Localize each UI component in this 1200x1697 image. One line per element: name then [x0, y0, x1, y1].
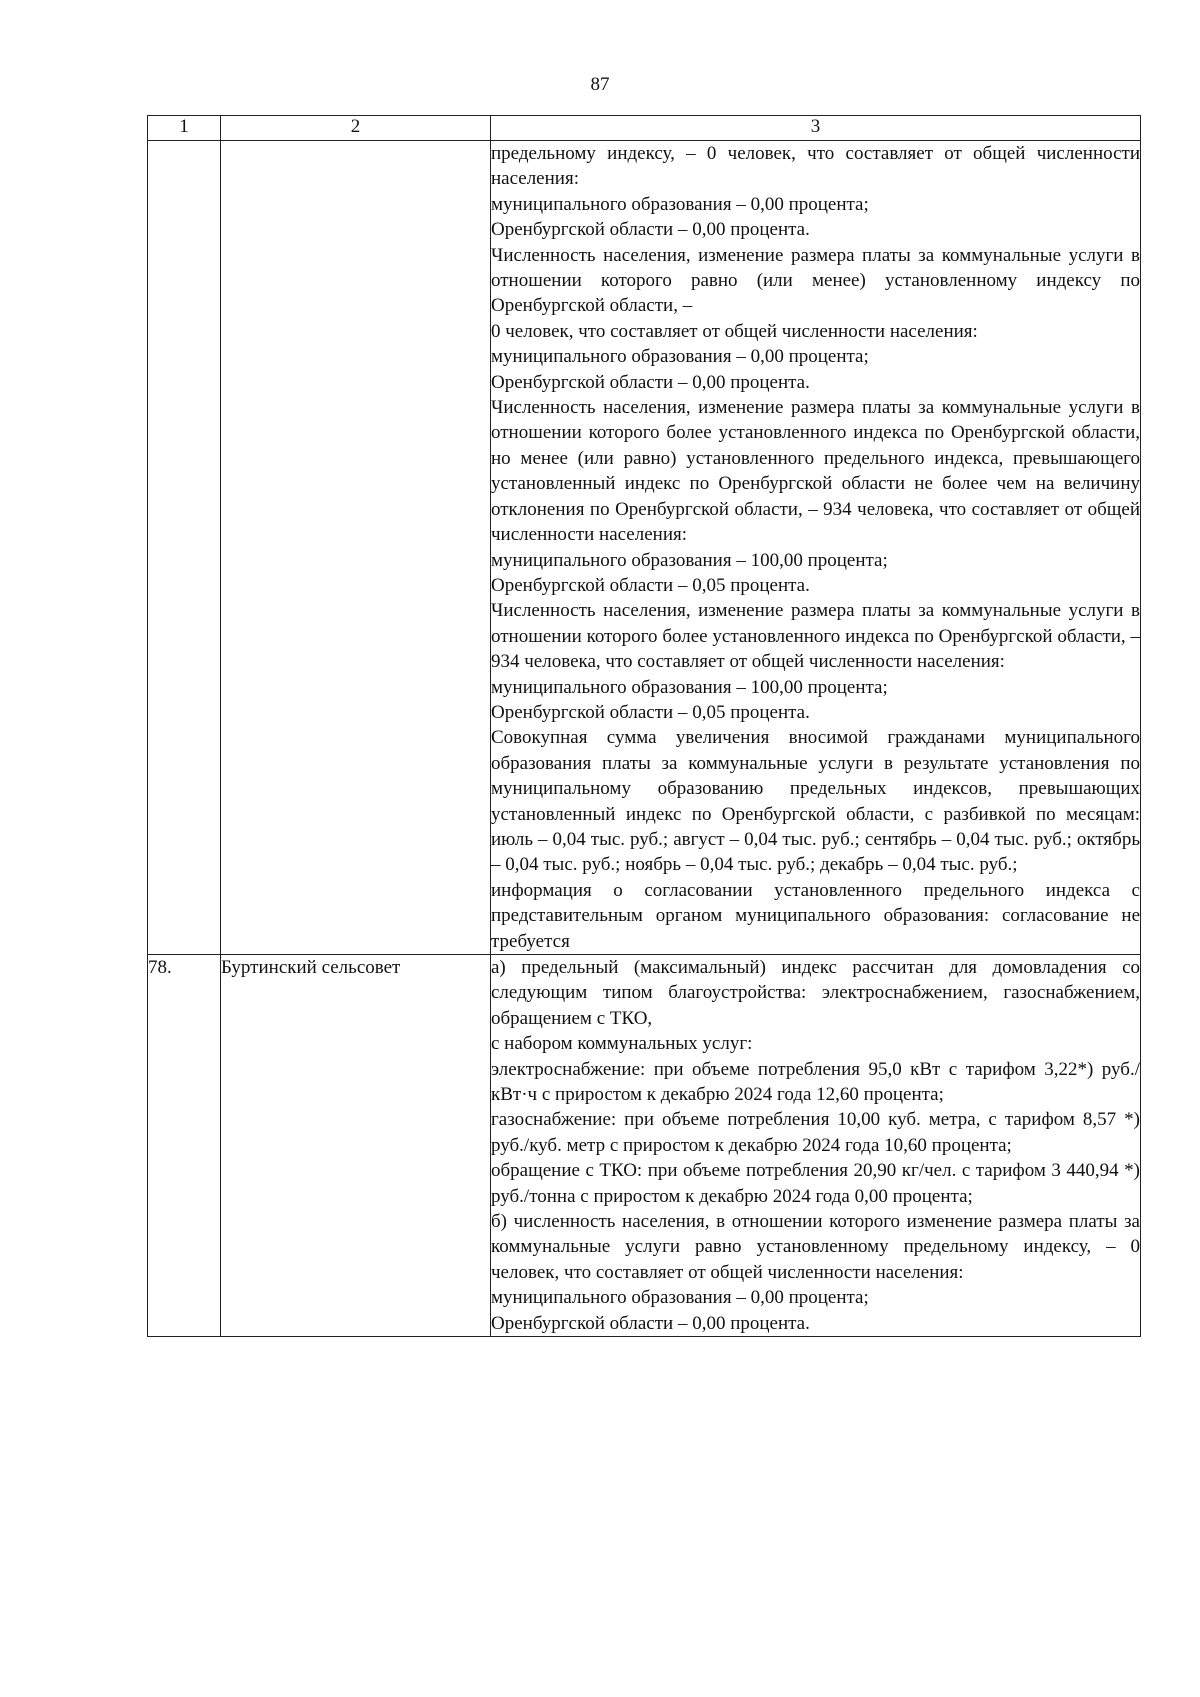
paragraph: Численность населения, изменение размера платы за коммунальные услуги в отношении которого равно (или менее) установленному индексу по Оренбургской области, – [491, 244, 1140, 317]
paragraph: 0 человек, что составляет от общей численности населения: [491, 320, 978, 342]
table-row [148, 955, 1141, 1337]
column-header-3: 3 [491, 116, 1141, 141]
paragraph: Оренбургской области – 0,00 процента. [491, 371, 810, 393]
row-number-cell [148, 141, 221, 955]
paragraph: муниципального образования – 100,00 процента; [491, 676, 888, 698]
paragraph: муниципального образования – 0,00 процента; [491, 193, 869, 215]
paragraph: информация о согласовании установленного предельного индекса с представительным органом муниципального образования: согласование не требуется [491, 879, 1140, 952]
paragraph: предельному индексу, – 0 человек, что составляет от общей численности населения: [491, 143, 1140, 190]
paragraph: обращение с ТКО: при объеме потребления 20,90 кг/чел. с тарифом 3 440,94 *) руб./тонна с приростом к декабрю 2024 года 0,00 процента; [491, 1160, 1140, 1207]
column-header-2: 2 [221, 116, 491, 141]
paragraph: газоснабжение: при объеме потребления 10,00 куб. метра, с тарифом 8,57 *) руб./куб. метр с приростом к декабрю 2024 года 10,60 процента; [491, 1109, 1140, 1156]
municipality-name-cell: Буртинский сельсовет [221, 955, 491, 1337]
paragraph: Оренбургской области – 0,00 процента. [491, 1312, 810, 1334]
paragraph: электроснабжение: при объеме потребления 95,0 кВт с тарифом 3,22*) руб./кВт·ч с приростом к декабрю 2024 года 12,60 процента; [491, 1058, 1140, 1106]
municipality-name-cell [221, 141, 491, 955]
table-row-continuation [148, 141, 1141, 955]
paragraph: Оренбургской области – 0,05 процента. [491, 701, 810, 723]
column-header-1: 1 [148, 116, 221, 141]
paragraph: а) предельный (максимальный) индекс рассчитан для домовладения со следующим типом благоустройства: электроснабжением, газоснабжением, обращением с ТКО, [491, 957, 1140, 1029]
table-header-row [148, 116, 1141, 141]
paragraph: Оренбургской области – 0,05 процента. [491, 574, 810, 596]
paragraph: б) численность населения, в отношении которого изменение размера платы за коммунальные услуги равно установленному предельному индексу, – 0 человек, что составляет от общей численности населения: [491, 1211, 1140, 1283]
paragraph: муниципального образования – 0,00 процента; [491, 346, 869, 368]
paragraph: Оренбургской области – 0,00 процента. [491, 219, 810, 241]
paragraph: муниципального образования – 100,00 процента; [491, 549, 888, 571]
paragraph: с набором коммунальных услуг: [491, 1033, 753, 1055]
row-number-cell: 78. [148, 955, 221, 1337]
description-cell [491, 955, 1141, 1337]
paragraph: муниципального образования – 0,00 процента; [491, 1287, 869, 1309]
paragraph: Численность населения, изменение размера платы за коммунальные услуги в отношении которого более установленного индекса по Оренбургской области, – 934 человека, что составляет от общей численности населения: [491, 600, 1140, 673]
paragraph: Численность населения, изменение размера платы за коммунальные услуги в отношении которого более установленного индекса по Оренбургской области, но менее (или равно) установленного предельного индекса, превышающего установленный индекс по Оренбургской области не более чем на величину отклонения по Оренбургской области, – 934 человека, что составляет от общей численности населения: [491, 397, 1140, 546]
page-number: 87 [590, 74, 610, 95]
data-table [147, 115, 1141, 1337]
description-cell [491, 141, 1141, 955]
paragraph: Совокупная сумма увеличения вносимой гражданами муниципального образования платы за коммунальные услуги в результате установления по муниципальному образованию предельных индексов, превышающих установленный индекс по Оренбургской области, с разбивкой по месяцам: июль – 0,04 тыс. руб.; август – 0,04 тыс. руб.; сентябрь – 0,04 тыс. руб.; октябрь – 0,04 тыс. руб.; ноябрь – 0,04 тыс. руб.; декабрь – 0,04 тыс. руб.; [491, 727, 1140, 876]
